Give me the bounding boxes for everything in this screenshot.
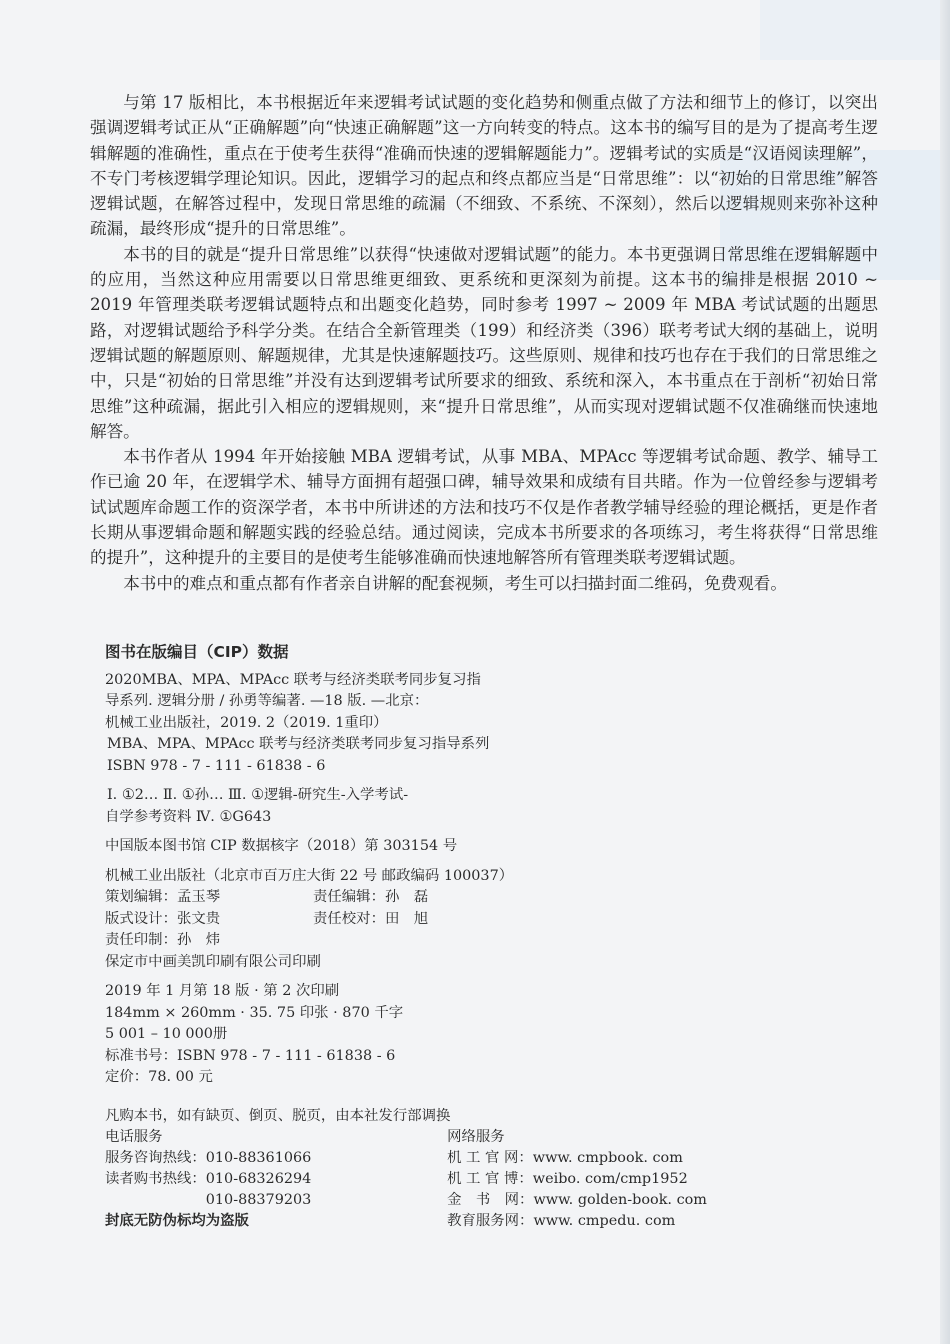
show-through-shade-top: [760, 0, 950, 60]
contact-right: 网络服务: [447, 1129, 505, 1145]
contact-row: [105, 1148, 825, 1169]
spacer: [105, 973, 725, 981]
cip-block: [105, 642, 725, 1089]
staff-left: 责任印制：孙 炜: [105, 932, 221, 948]
notice-text: 凡购本书，如有缺页、倒页、脱页，由本社发行部调换: [105, 1108, 451, 1124]
contact-row: [105, 1211, 825, 1232]
staff-left: 版式设计：张文贵: [105, 910, 221, 927]
cip-record-line: MBA、MPA、MPAcc 联考与经济类联考同步复习指导系列: [107, 736, 490, 752]
staff-row: [105, 909, 725, 931]
contact-block: [105, 1106, 825, 1232]
contact-right: 金 书 网：www. golden-book. com: [447, 1192, 707, 1208]
staff-row: [105, 887, 725, 909]
page-edge-shadow: [940, 0, 950, 1344]
cip-title: 图书在版编目（CIP）数据: [105, 643, 289, 661]
staff-right: 责任校对：田 旭: [313, 910, 429, 927]
staff-left: 策划编辑：孟玉琴: [105, 889, 221, 905]
printer-line: 保定市中画美凯印刷有限公司印刷: [105, 953, 321, 970]
contact-right: 教育服务网：www. cmpedu. com: [447, 1213, 676, 1229]
print-info-line: 184mm × 260mm · 35. 75 印张 · 870 千字: [105, 1004, 404, 1021]
print-info-line: 2019 年 1 月第 18 版 · 第 2 次印刷: [105, 983, 340, 999]
preface-paragraph: 与第 17 版相比，本书根据近年来逻辑考试试题的变化趋势和侧重点做了方法和细节上的修订，以突出强调逻辑考试正从“正确解题”向“快速正确解题”这一方向转变的特点。这本书的编写目的是为了提高考生逻辑解题的准确性，重点在于使考生获得“准确而快速的逻辑解题能力”。逻辑考试的实质是“汉语阅读理解”，不专门考核逻辑学理论知识。因此，逻辑学习的起点和终点都应当是“日常思维”：以“初始的日常思维”解答逻辑试题，在解答过程中，发现日常思维的疏漏（不细致、不系统、不深刻），然后以逻辑规则来弥补这种疏漏，最终形成“提升的日常思维”。: [90, 93, 878, 239]
cip-record-line: 导系列. 逻辑分册 / 孙勇等编著. —18 版. —北京：: [105, 693, 429, 709]
spacer: [105, 828, 725, 836]
anti-counterfeit-notice: 封底无防伪标均为盗版: [105, 1213, 249, 1229]
cip-classification-line: Ⅰ. ①2… Ⅱ. ①孙… Ⅲ. ①逻辑-研究生-入学考试-: [107, 787, 409, 803]
cip-verification: 中国版本图书馆 CIP 数据核字（2018）第 303154 号: [105, 838, 458, 854]
staff-right: 责任编辑：孙 磊: [313, 889, 429, 905]
contact-left: 010-88379203: [105, 1192, 312, 1208]
notice-line: [105, 1106, 825, 1127]
preface-text: [90, 90, 878, 596]
spacer: [105, 777, 725, 785]
spacer: [105, 858, 725, 866]
contact-row: [105, 1127, 825, 1148]
preface-paragraph: 本书中的难点和重点都有作者亲自讲解的配套视频，考生可以扫描封面二维码，免费观看。: [123, 573, 787, 593]
contact-row: [105, 1190, 825, 1211]
print-info-line: 定价：78. 00 元: [105, 1069, 213, 1085]
contact-left: 读者购书热线：010-68326294: [105, 1171, 312, 1187]
cip-record-line: 机械工业出版社，2019. 2（2019. 1重印）: [105, 714, 388, 731]
cip-record-line: 2020MBA、MPA、MPAcc 联考与经济类联考同步复习指: [105, 671, 481, 688]
contact-left: 电话服务: [105, 1129, 163, 1145]
preface-paragraph: 本书的目的就是“提升日常思维”以获得“快速做对逻辑试题”的能力。本书更强调日常思维在逻辑解题中的应用，当然这种应用需要以日常思维更细致、更系统和更深刻为前提。这本书的编排是根据 2010 ~ 2019 年管理类联考逻辑试题特点和出题变化趋势，同时参考 1997 ~ 2009 年 MBA 考试试题的出题思路，对逻辑试题给予科学分类。在结合全新管理类（199）和经济类（396）联考考试大纲的基础上，说明逻辑试题的解题原则、解题规律，尤其是快速解题技巧。这些原则、规律和技巧也存在于我们的日常思维之中，只是“初始的日常思维”并没有达到逻辑考试所要求的细致、系统和深入，本书重点在于剖析“初始日常思维”这种疏漏，据此引入相应的逻辑规则，来“提升日常思维”，从而实现对逻辑试题不仅准确继而快速地解答。: [90, 244, 878, 441]
publisher-line: 机械工业出版社（北京市百万庄大街 22 号 邮政编码 100037）: [105, 867, 514, 884]
staff-row: [105, 930, 725, 952]
contact-row: [105, 1169, 825, 1190]
contact-right: 机 工 官 博：weibo. com/cmp1952: [447, 1171, 688, 1187]
contact-left: 服务咨询热线：010-88361066: [105, 1150, 312, 1166]
print-info-line: 5 001 – 10 000册: [105, 1026, 228, 1042]
print-info-line: 标准书号：ISBN 978 - 7 - 111 - 61838 - 6: [105, 1047, 396, 1064]
contact-right: 机 工 官 网：www. cmpbook. com: [447, 1150, 683, 1166]
cip-record-line: ISBN 978 - 7 - 111 - 61838 - 6: [107, 757, 326, 774]
preface-paragraph: 本书作者从 1994 年开始接触 MBA 逻辑考试，从事 MBA、MPAcc 等逻辑考试命题、教学、辅导工作已逾 20 年，在逻辑学术、辅导方面拥有超强口碑，辅导效果和成绩有目共睹。作为一位曾经参与逻辑考试试题库命题工作的资深学者，本书中所讲述的方法和技巧不仅是作者教学辅导经验的理论概括，更是作者长期从事逻辑命题和解题实践的经验总结。通过阅读，完成本书所要求的各项练习，考生将获得“日常思维的提升”，这种提升的主要目的是使考生能够准确而快速地解答所有管理类联考逻辑试题。: [90, 447, 878, 568]
cip-classification-line: 自学参考资料 Ⅳ. ①G643: [105, 808, 272, 825]
